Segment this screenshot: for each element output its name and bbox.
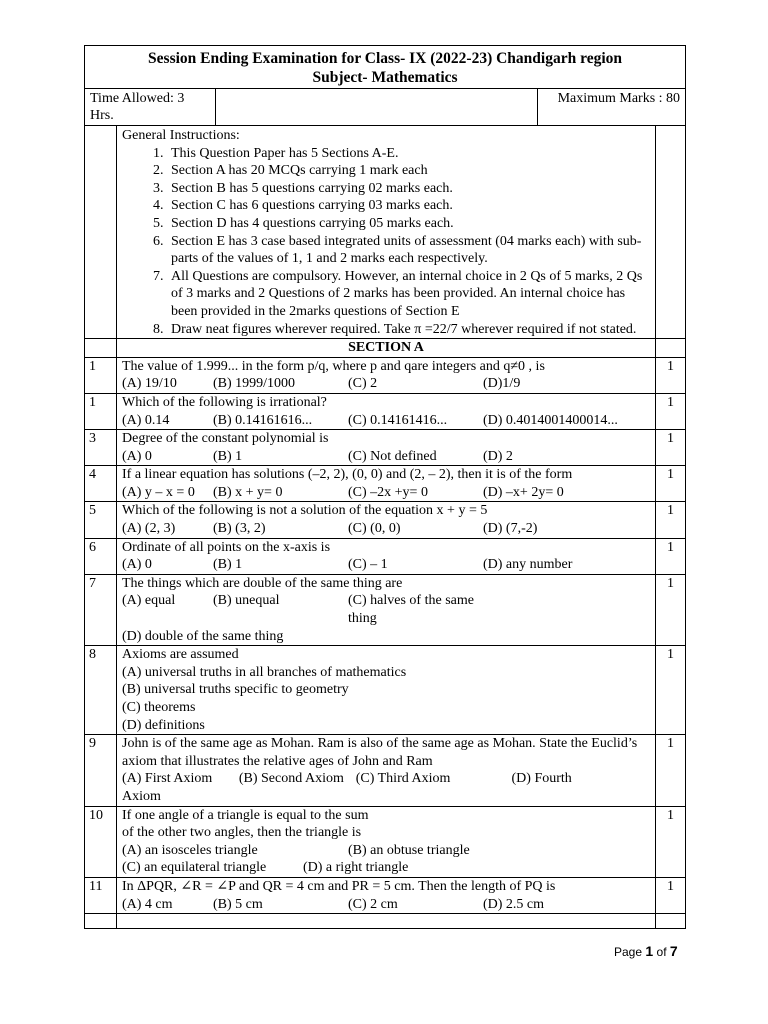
option: (B) Second Axiom: [238, 771, 344, 787]
question-text: If a linear equation has solutions (–2, 2), (0, 0) and (2, – 2), then it is of the form: [122, 467, 573, 483]
question-line: (B) universal truths specific to geometry: [122, 682, 349, 698]
option: (C) Not defined: [348, 448, 437, 464]
option: (C) (0, 0): [348, 521, 401, 537]
question-marks: 1: [656, 574, 686, 645]
question-number: 11: [85, 877, 117, 913]
title-row: [85, 46, 686, 89]
time-allowed: Time Allowed: 3 Hrs.: [85, 89, 216, 126]
option: (A) First Axiom: [122, 771, 213, 787]
option: (D) Fourth: [511, 771, 572, 787]
question-row: [85, 357, 686, 393]
option: (A) 0.14: [122, 412, 170, 428]
options-row: [122, 375, 650, 393]
option: (C) halves of the same thing: [348, 593, 474, 627]
question-body: [117, 574, 656, 645]
section-row: [85, 339, 686, 358]
options-row: [122, 592, 650, 627]
meta-row: [85, 89, 686, 126]
question-body: [117, 877, 656, 913]
option: (C) Third Axiom: [355, 771, 451, 787]
table-end-row: [85, 914, 686, 929]
question-row: [85, 735, 686, 806]
option: (C) – 1: [348, 557, 388, 573]
instruction-item: 6. Section E has 3 case based integrated units of assessment (04 marks each) with sub- parts of the values of 1, 1 and 2 marks each respectively.: [167, 233, 650, 268]
question-line: (A) universal truths in all branches of mathematics: [122, 664, 407, 680]
question-number: 7: [85, 574, 117, 645]
instructions-row: [85, 126, 686, 339]
question-number: 8: [85, 646, 117, 735]
instruction-item: 4. Section C has 6 questions carrying 03 marks each.: [167, 197, 650, 215]
option: (A) y – x = 0: [122, 484, 195, 500]
question-body: [117, 538, 656, 574]
question-body: [117, 735, 656, 806]
option: (A) 19/10: [122, 376, 177, 392]
question-marks: 1: [656, 806, 686, 877]
option-line: Axiom: [122, 788, 161, 804]
question-body: [117, 466, 656, 502]
option: (D) any number: [483, 557, 573, 573]
question-text: In ΔPQR, ∠R = ∠P and QR = 4 cm and PR = 5 cm. Then the length of PQ is: [122, 878, 556, 894]
question-row: [85, 574, 686, 645]
question-body: [117, 357, 656, 393]
question-text: The things which are double of the same thing are: [122, 575, 403, 591]
option: (B) (3, 2): [213, 521, 266, 537]
question-number: 9: [85, 735, 117, 806]
question-row: [85, 646, 686, 735]
general-instructions: [117, 126, 656, 339]
question-body: [117, 646, 656, 735]
options-row: [122, 484, 650, 502]
question-marks: 1: [656, 646, 686, 735]
paper-title: Session Ending Examination for Class- IX (2022-23) Chandigarh region Subject- Mathematics: [85, 46, 686, 89]
option: (C) –2x +y= 0: [348, 484, 428, 500]
option: (D)1/9: [483, 376, 521, 392]
option: (B) an obtuse triangle: [348, 842, 470, 858]
instructions-list: [122, 145, 650, 339]
instruction-item: 5. Section D has 4 questions carrying 05 marks each.: [167, 215, 650, 233]
option: (B) 5 cm: [213, 896, 263, 912]
question-body: [117, 806, 656, 877]
option: (A) an isosceles triangle: [122, 842, 258, 858]
options-row: [122, 556, 650, 574]
question-line: (C) theorems: [122, 700, 196, 715]
options-row: [122, 770, 650, 788]
option: (D) 2: [483, 448, 513, 464]
question-line: (D) definitions: [122, 717, 205, 733]
question-marks: 1: [656, 466, 686, 502]
question-row: [85, 393, 686, 429]
question-row: [85, 430, 686, 466]
instruction-item: 1. This Question Paper has 5 Sections A-E.: [167, 145, 650, 163]
options-row: [122, 448, 650, 466]
question-text: John is of the same age as Mohan. Ram is also of the same age as Mohan. State the Euclid’s axiom that illustrates the relative ages of John and Ram: [122, 736, 638, 769]
question-text: Degree of the constant polynomial is: [122, 431, 329, 447]
question-marks: 1: [656, 502, 686, 538]
question-marks: 1: [656, 430, 686, 466]
instruction-item: 2. Section A has 20 MCQs carrying 1 mark each: [167, 162, 650, 180]
option: (A) 0: [122, 557, 152, 573]
instruction-item: 7. All Questions are compulsory. However, an internal choice in 2 Qs of 5 marks, 2 Qs of 3 marks and 2 Questions of 2 marks has been provided. An internal choice has been provided in the 2marks questions of Section E: [167, 268, 650, 321]
question-marks: 1: [656, 538, 686, 574]
question-row: [85, 806, 686, 877]
option: (A) 4 cm: [122, 896, 173, 912]
option: (D) a right triangle: [303, 860, 409, 876]
option: (B) 1999/1000: [213, 376, 296, 392]
question-row: [85, 877, 686, 913]
option: (C) an equilateral triangle: [122, 860, 267, 876]
options-row: [122, 896, 650, 914]
question-number: 1: [85, 393, 117, 429]
question-marks: 1: [656, 357, 686, 393]
question-number: 6: [85, 538, 117, 574]
option: (B) 0.14161616...: [213, 412, 313, 428]
instruction-item: 3. Section B has 5 questions carrying 02 marks each.: [167, 180, 650, 198]
page-footer: Page 1 of 7: [614, 943, 678, 959]
question-row: [85, 538, 686, 574]
instruction-item: 8. Draw neat figures wherever required. Take π =22/7 wherever required if not stated.: [167, 321, 650, 339]
questions: [85, 357, 686, 928]
option: (B) unequal: [213, 593, 280, 609]
option: (A) (2, 3): [122, 521, 176, 537]
question-text: Which of the following is irrational?: [122, 394, 327, 410]
options-row: [122, 412, 650, 430]
question-body: [117, 502, 656, 538]
option: (B) 1: [213, 557, 243, 573]
question-text: If one angle of a triangle is equal to the sum: [122, 807, 369, 823]
question-marks: 1: [656, 393, 686, 429]
option-line: (D) double of the same thing: [122, 628, 284, 644]
question-text: Ordinate of all points on the x-axis is: [122, 539, 331, 555]
option: (D) (7,-2): [483, 521, 538, 537]
question-number: 4: [85, 466, 117, 502]
section-title: SECTION A: [117, 339, 656, 358]
question-row: [85, 502, 686, 538]
question-marks: 1: [656, 877, 686, 913]
option: (D) –x+ 2y= 0: [483, 484, 564, 500]
option: (C) 2: [348, 376, 378, 392]
question-number: 3: [85, 430, 117, 466]
option: (C) 2 cm: [348, 896, 398, 912]
question-body: [117, 393, 656, 429]
option: (B) x + y= 0: [213, 484, 283, 500]
question-body: [117, 430, 656, 466]
question-marks: 1: [656, 735, 686, 806]
question-text: Axioms are assumed: [122, 647, 239, 663]
instructions-heading: General Instructions:: [122, 128, 240, 143]
question-paper: [84, 45, 685, 929]
question-number: 1: [85, 357, 117, 393]
question-text: Which of the following is not a solution of the equation x + y = 5: [122, 503, 488, 519]
options-row: [122, 842, 650, 860]
option: (A) equal: [122, 593, 176, 609]
option: (B) 1: [213, 448, 243, 464]
question-number: 5: [85, 502, 117, 538]
options-row: [122, 859, 650, 877]
option: (A) 0: [122, 448, 152, 464]
meta-blank: [216, 89, 538, 126]
question-text: The value of 1.999... in the form p/q, where p and qare integers and q≠0 , is: [122, 358, 545, 374]
max-marks: Maximum Marks : 80: [538, 89, 686, 126]
options-row: [122, 520, 650, 538]
question-table: [84, 45, 686, 929]
question-line: of the other two angles, then the triangle is: [122, 825, 362, 841]
option: (C) 0.14161416...: [348, 412, 448, 428]
question-row: [85, 466, 686, 502]
option: (D) 0.4014001400014...: [483, 412, 618, 428]
question-number: 10: [85, 806, 117, 877]
option: (D) 2.5 cm: [483, 896, 545, 912]
